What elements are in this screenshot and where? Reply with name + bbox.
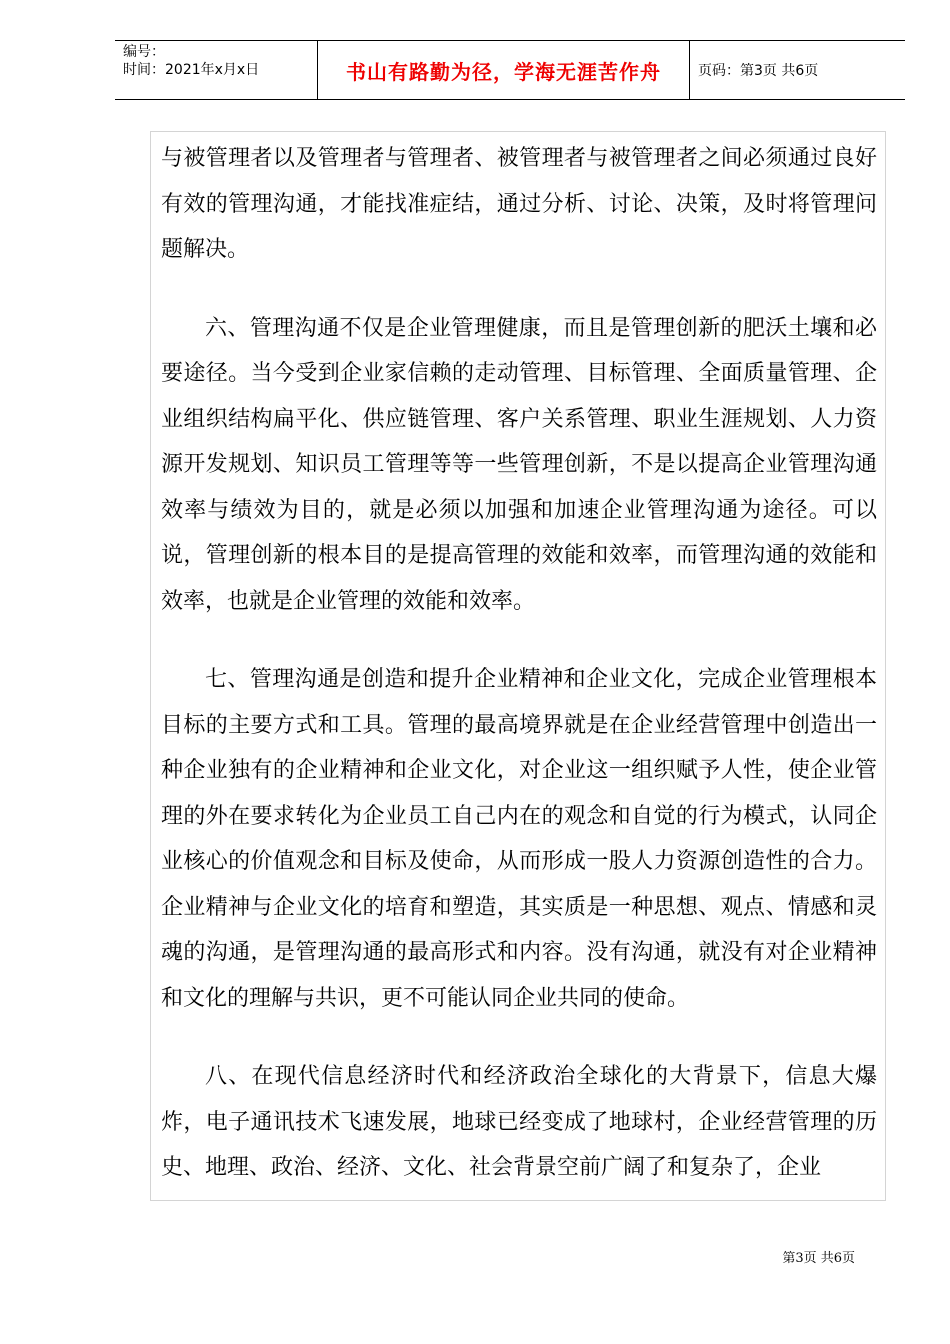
- header-page-info: [690, 41, 905, 99]
- paragraph-eight: 八、在现代信息经济时代和经济政治全球化的大背景下，信息大爆炸，电子通讯技术飞速发展，地球已经变成了地球村，企业经营管理的历史、地理、政治、经济、文化、社会背景空前广阔了和复杂了，企业: [161, 1064, 877, 1180]
- number-label: 编号：: [123, 44, 165, 60]
- paragraph-six: 六、管理沟通不仅是企业管理健康，而且是管理创新的肥沃土壤和必要途径。当今受到企业家信赖的走动管理、目标管理、全面质量管理、企业组织结构扁平化、供应链管理、客户关系管理、职业生涯规划、人力资源开发规划、知识员工管理等等一些管理创新，不是以提高企业管理沟通效率与绩效为目的，就是必须以加强和加速企业管理沟通为途径。可以说，管理创新的根本目的是提高管理的效能和效率，而管理沟通的效能和效率，也就是企业管理的效能和效率。: [161, 315, 877, 614]
- header-motto-cell: [317, 41, 690, 99]
- page-footer: 第3页 共6页: [782, 1251, 855, 1266]
- header-meta: [115, 41, 317, 99]
- paragraph-seven: 七、管理沟通是创造和提升企业精神和企业文化，完成企业管理根本目标的主要方式和工具。管理的最高境界就是在企业经营管理中创造出一种企业独有的企业精神和企业文化，对企业这一组织赋予人性，使企业管理的外在要求转化为企业员工自己内在的观念和自觉的行为模式，认同企业核心的价值观念和目标及使命，从而形成一股人力资源创造性的合力。企业精神与企业文化的培育和塑造，其实质是一种思想、观点、情感和灵魂的沟通，是管理沟通的最高形式和内容。没有沟通，就没有对企业精神和文化的理解与共识，更不可能认同企业共同的使命。: [161, 667, 877, 1011]
- page-info-text: 页码：第3页 共6页: [698, 63, 819, 79]
- document-body: [150, 131, 886, 1201]
- header-motto: 书山有路勤为径，学海无涯苦作舟: [346, 59, 661, 84]
- document-header: [115, 40, 905, 100]
- time-label: 时间：2021年x月x日: [123, 62, 260, 78]
- paragraph-continued: 与被管理者以及管理者与管理者、被管理者与被管理者之间必须通过良好有效的管理沟通，才能找准症结，通过分析、讨论、决策，及时将管理问题解决。: [161, 146, 877, 262]
